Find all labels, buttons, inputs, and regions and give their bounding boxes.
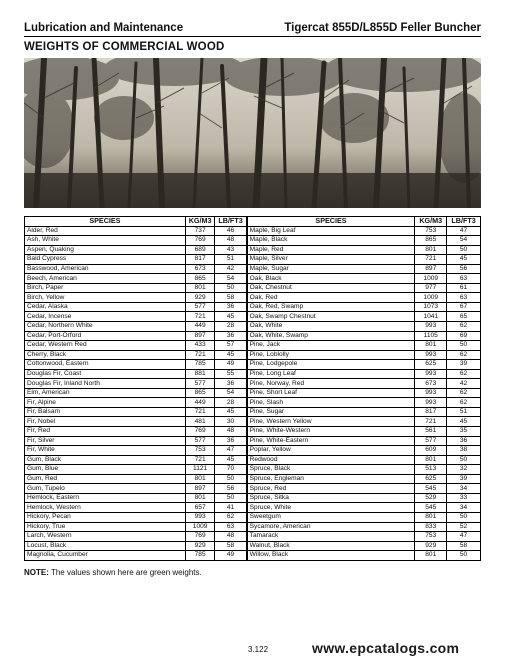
kg-m3-cell: 993 [415,350,447,360]
kg-m3-cell: 1009 [415,274,447,284]
kg-m3-cell: 721 [185,407,215,417]
lb-ft3-cell: 36 [215,302,247,312]
kg-m3-cell: 993 [415,322,447,332]
table-row [25,398,481,408]
species-cell: Oak, Red [247,293,415,303]
kg-m3-cell: 977 [415,283,447,293]
lb-ft3-cell: 70 [215,465,247,475]
column-header-lb-ft3: LB/FT3 [215,217,247,227]
lb-ft3-cell: 56 [447,264,481,274]
lb-ft3-cell: 45 [215,407,247,417]
table-row [25,264,481,274]
table-row [25,226,481,236]
lb-ft3-cell: 58 [215,541,247,551]
lb-ft3-cell: 50 [215,493,247,503]
kg-m3-cell: 929 [185,541,215,551]
lb-ft3-cell: 45 [215,312,247,322]
lb-ft3-cell: 48 [215,532,247,542]
lb-ft3-cell: 42 [215,264,247,274]
kg-m3-cell: 801 [185,493,215,503]
table-row [25,322,481,332]
species-cell: Fir, White [25,446,186,456]
kg-m3-cell: 721 [185,350,215,360]
species-cell: Locust, Black [25,541,186,551]
lb-ft3-cell: 36 [215,436,247,446]
species-cell: Gum, Black [25,455,186,465]
species-cell: Douglas Fir, Inland North [25,379,186,389]
table-row [25,350,481,360]
kg-m3-cell: 769 [185,236,215,246]
lb-ft3-cell: 62 [447,322,481,332]
kg-m3-cell: 881 [185,369,215,379]
column-header-kg-m3: KG/M3 [185,217,215,227]
table-row [25,245,481,255]
lb-ft3-cell: 41 [215,503,247,513]
table-row [25,312,481,322]
table-row [25,541,481,551]
kg-m3-cell: 801 [415,551,447,561]
lb-ft3-cell: 49 [215,551,247,561]
section-title: WEIGHTS OF COMMERCIAL WOOD [24,41,225,53]
species-cell: Cottonwood, Eastern [25,360,186,370]
lb-ft3-cell: 34 [447,484,481,494]
kg-m3-cell: 865 [185,388,215,398]
lb-ft3-cell: 51 [215,255,247,265]
kg-m3-cell: 833 [415,522,447,532]
lb-ft3-cell: 50 [447,245,481,255]
table-row [25,427,481,437]
species-cell: Ash, White [25,236,186,246]
kg-m3-cell: 1105 [415,331,447,341]
table-row [25,302,481,312]
species-cell: Tamarack [247,532,415,542]
species-cell: Pine, Slash [247,398,415,408]
kg-m3-cell: 801 [415,512,447,522]
kg-m3-cell: 993 [415,398,447,408]
table-row [25,236,481,246]
species-cell: Maple, Big Leaf [247,226,415,236]
kg-m3-cell: 433 [185,341,215,351]
kg-m3-cell: 689 [185,245,215,255]
table-row [25,379,481,389]
species-cell: Aspen, Quaking [25,245,186,255]
lb-ft3-cell: 55 [215,369,247,379]
lb-ft3-cell: 62 [447,388,481,398]
kg-m3-cell: 545 [415,484,447,494]
kg-m3-cell: 577 [185,379,215,389]
species-cell: Maple, Silver [247,255,415,265]
lb-ft3-cell: 38 [447,446,481,456]
kg-m3-cell: 993 [415,388,447,398]
species-cell: Hickory, True [25,522,186,532]
species-cell: Beech, American [25,274,186,284]
lb-ft3-cell: 62 [447,398,481,408]
kg-m3-cell: 865 [415,236,447,246]
lb-ft3-cell: 52 [447,522,481,532]
kg-m3-cell: 577 [415,436,447,446]
page-number: 3.122 [248,645,269,654]
table-row [25,388,481,398]
species-cell: Magnolia, Cucumber [25,551,186,561]
column-header-lb-ft3-right: LB/FT3 [447,217,481,227]
species-cell: Larch, Western [25,532,186,542]
species-cell: Bald Cypress [25,255,186,265]
species-cell: Pine, Lodgepole [247,360,415,370]
species-cell: Pine, Jack [247,341,415,351]
table-row [25,369,481,379]
lb-ft3-cell: 28 [215,322,247,332]
species-cell: Pine, Norway, Red [247,379,415,389]
lb-ft3-cell: 34 [447,503,481,513]
lb-ft3-cell: 63 [447,293,481,303]
species-cell: Fir, Nobel [25,417,186,427]
lb-ft3-cell: 62 [215,512,247,522]
kg-m3-cell: 561 [415,427,447,437]
species-cell: Pine, Short Leaf [247,388,415,398]
lb-ft3-cell: 50 [447,455,481,465]
lb-ft3-cell: 65 [447,312,481,322]
watermark: www.epcatalogs.com [312,640,460,656]
species-cell: Pine, Sugar [247,407,415,417]
lb-ft3-cell: 58 [447,541,481,551]
kg-m3-cell: 817 [185,255,215,265]
species-cell: Cedar, Port-Orford [25,331,186,341]
species-cell: Fir, Red [25,427,186,437]
lb-ft3-cell: 54 [215,388,247,398]
kg-m3-cell: 513 [415,465,447,475]
species-cell: Sweetgum [247,512,415,522]
table-row [25,407,481,417]
species-cell: Oak, Red, Swamp [247,302,415,312]
kg-m3-cell: 449 [185,322,215,332]
table-row [25,522,481,532]
table-row [25,446,481,456]
species-cell: Elm, American [25,388,186,398]
table-header-row [25,217,481,227]
table-row [25,484,481,494]
table-row [25,512,481,522]
kg-m3-cell: 817 [415,407,447,417]
kg-m3-cell: 1009 [415,293,447,303]
kg-m3-cell: 753 [415,226,447,236]
table-row [25,474,481,484]
lb-ft3-cell: 50 [215,474,247,484]
lb-ft3-cell: 47 [447,226,481,236]
lb-ft3-cell: 63 [215,522,247,532]
species-cell: Cedar, Northern White [25,322,186,332]
species-cell: Hickory, Pecan [25,512,186,522]
kg-m3-cell: 673 [185,264,215,274]
kg-m3-cell: 737 [185,226,215,236]
species-cell: Spruce, White [247,503,415,513]
kg-m3-cell: 1009 [185,522,215,532]
species-cell: Oak, White, Swamp [247,331,415,341]
kg-m3-cell: 721 [185,455,215,465]
table-row [25,493,481,503]
species-cell: Pine, Western Yellow [247,417,415,427]
table-row [25,503,481,513]
species-cell: Oak, White [247,322,415,332]
lb-ft3-cell: 67 [447,302,481,312]
species-cell: Pine, White-Western [247,427,415,437]
lb-ft3-cell: 33 [447,493,481,503]
lb-ft3-cell: 30 [215,417,247,427]
kg-m3-cell: 769 [185,427,215,437]
table-row [25,293,481,303]
lb-ft3-cell: 45 [215,455,247,465]
species-cell: Pine, White-Eastern [247,436,415,446]
kg-m3-cell: 897 [185,331,215,341]
lb-ft3-cell: 47 [447,532,481,542]
species-cell: Fir, Silver [25,436,186,446]
lb-ft3-cell: 45 [215,350,247,360]
kg-m3-cell: 801 [415,341,447,351]
lb-ft3-cell: 54 [215,274,247,284]
wood-weights-table [24,216,481,561]
lb-ft3-cell: 49 [215,360,247,370]
species-cell: Walnut, Black [247,541,415,551]
kg-m3-cell: 529 [415,493,447,503]
table-row [25,465,481,475]
kg-m3-cell: 929 [185,293,215,303]
lb-ft3-cell: 48 [215,236,247,246]
lb-ft3-cell: 69 [447,331,481,341]
page-header [24,22,481,37]
species-cell: Cedar, Western Red [25,341,186,351]
kg-m3-cell: 625 [415,474,447,484]
lb-ft3-cell: 46 [215,226,247,236]
lb-ft3-cell: 63 [447,274,481,284]
table-row [25,455,481,465]
species-cell: Spruce, Engleman [247,474,415,484]
table-row [25,331,481,341]
species-cell: Spruce, Black [247,465,415,475]
species-cell: Cherry, Black [25,350,186,360]
column-header-kg-m3-right: KG/M3 [415,217,447,227]
kg-m3-cell: 721 [185,312,215,322]
species-cell: Gum, Blue [25,465,186,475]
forest-photo [24,58,481,208]
species-cell: Spruce, Sitka [247,493,415,503]
note-label: NOTE: [24,568,49,577]
note-text: The values shown here are green weights. [48,568,202,577]
lb-ft3-cell: 61 [447,283,481,293]
species-cell: Basswood, American [25,264,186,274]
kg-m3-cell: 865 [185,274,215,284]
species-cell: Alder, Red [25,226,186,236]
lb-ft3-cell: 56 [215,484,247,494]
table-row [25,436,481,446]
kg-m3-cell: 769 [185,532,215,542]
lb-ft3-cell: 48 [215,427,247,437]
lb-ft3-cell: 54 [447,236,481,246]
kg-m3-cell: 1041 [415,312,447,322]
column-header-species-right: SPECIES [247,217,415,227]
lb-ft3-cell: 32 [447,465,481,475]
lb-ft3-cell: 28 [215,398,247,408]
species-cell: Maple, Sugar [247,264,415,274]
species-cell: Birch, Paper [25,283,186,293]
lb-ft3-cell: 51 [447,407,481,417]
table-row [25,341,481,351]
lb-ft3-cell: 36 [215,331,247,341]
kg-m3-cell: 545 [415,503,447,513]
lb-ft3-cell: 39 [447,474,481,484]
lb-ft3-cell: 50 [447,341,481,351]
kg-m3-cell: 449 [185,398,215,408]
species-cell: Hemlock, Eastern [25,493,186,503]
table-row [25,255,481,265]
kg-m3-cell: 801 [185,474,215,484]
species-cell: Oak, Swamp Chestnut [247,312,415,322]
header-machine-title: Tigercat 855D/L855D Feller Buncher [284,22,481,34]
lb-ft3-cell: 35 [447,427,481,437]
column-header-species: SPECIES [25,217,186,227]
species-cell: Gum, Red [25,474,186,484]
lb-ft3-cell: 36 [447,436,481,446]
header-section-title: Lubrication and Maintenance [24,22,184,34]
species-cell: Gum, Tupelo [25,484,186,494]
lb-ft3-cell: 36 [215,379,247,389]
kg-m3-cell: 801 [415,455,447,465]
table-row [25,274,481,284]
table-row [25,532,481,542]
species-cell: Pine, Long Leaf [247,369,415,379]
kg-m3-cell: 753 [415,532,447,542]
lb-ft3-cell: 62 [447,369,481,379]
kg-m3-cell: 785 [185,360,215,370]
kg-m3-cell: 1121 [185,465,215,475]
species-cell: Redwood [247,455,415,465]
kg-m3-cell: 929 [415,541,447,551]
lb-ft3-cell: 50 [447,512,481,522]
species-cell: Pine, Loblolly [247,350,415,360]
kg-m3-cell: 801 [185,283,215,293]
lb-ft3-cell: 39 [447,360,481,370]
species-cell: Cedar, Incense [25,312,186,322]
lb-ft3-cell: 47 [215,446,247,456]
table-row [25,417,481,427]
kg-m3-cell: 897 [185,484,215,494]
lb-ft3-cell: 57 [215,341,247,351]
kg-m3-cell: 609 [415,446,447,456]
lb-ft3-cell: 62 [447,350,481,360]
kg-m3-cell: 577 [185,436,215,446]
kg-m3-cell: 993 [415,369,447,379]
note [24,568,202,577]
kg-m3-cell: 785 [185,551,215,561]
species-cell: Oak, Black [247,274,415,284]
species-cell: Oak, Chestnut [247,283,415,293]
lb-ft3-cell: 50 [215,283,247,293]
kg-m3-cell: 625 [415,360,447,370]
kg-m3-cell: 753 [185,446,215,456]
table-body [25,226,481,560]
kg-m3-cell: 673 [415,379,447,389]
species-cell: Hemlock, Western [25,503,186,513]
species-cell: Sycamore, American [247,522,415,532]
lb-ft3-cell: 45 [447,255,481,265]
lb-ft3-cell: 50 [447,551,481,561]
kg-m3-cell: 657 [185,503,215,513]
species-cell: Birch, Yellow [25,293,186,303]
kg-m3-cell: 721 [415,255,447,265]
species-cell: Maple, Black [247,236,415,246]
kg-m3-cell: 721 [415,417,447,427]
table-row [25,283,481,293]
species-cell: Fir, Alpine [25,398,186,408]
species-cell: Maple, Red [247,245,415,255]
species-cell: Spruce, Red [247,484,415,494]
kg-m3-cell: 577 [185,302,215,312]
lb-ft3-cell: 45 [447,417,481,427]
table-row [25,551,481,561]
kg-m3-cell: 801 [415,245,447,255]
species-cell: Fir, Balsam [25,407,186,417]
kg-m3-cell: 993 [185,512,215,522]
species-cell: Douglas Fir, Coast [25,369,186,379]
kg-m3-cell: 1073 [415,302,447,312]
lb-ft3-cell: 58 [215,293,247,303]
lb-ft3-cell: 43 [215,245,247,255]
species-cell: Poplar, Yellow [247,446,415,456]
species-cell: Cedar, Alaska [25,302,186,312]
table-row [25,360,481,370]
kg-m3-cell: 897 [415,264,447,274]
lb-ft3-cell: 42 [447,379,481,389]
species-cell: Willow, Black [247,551,415,561]
kg-m3-cell: 481 [185,417,215,427]
